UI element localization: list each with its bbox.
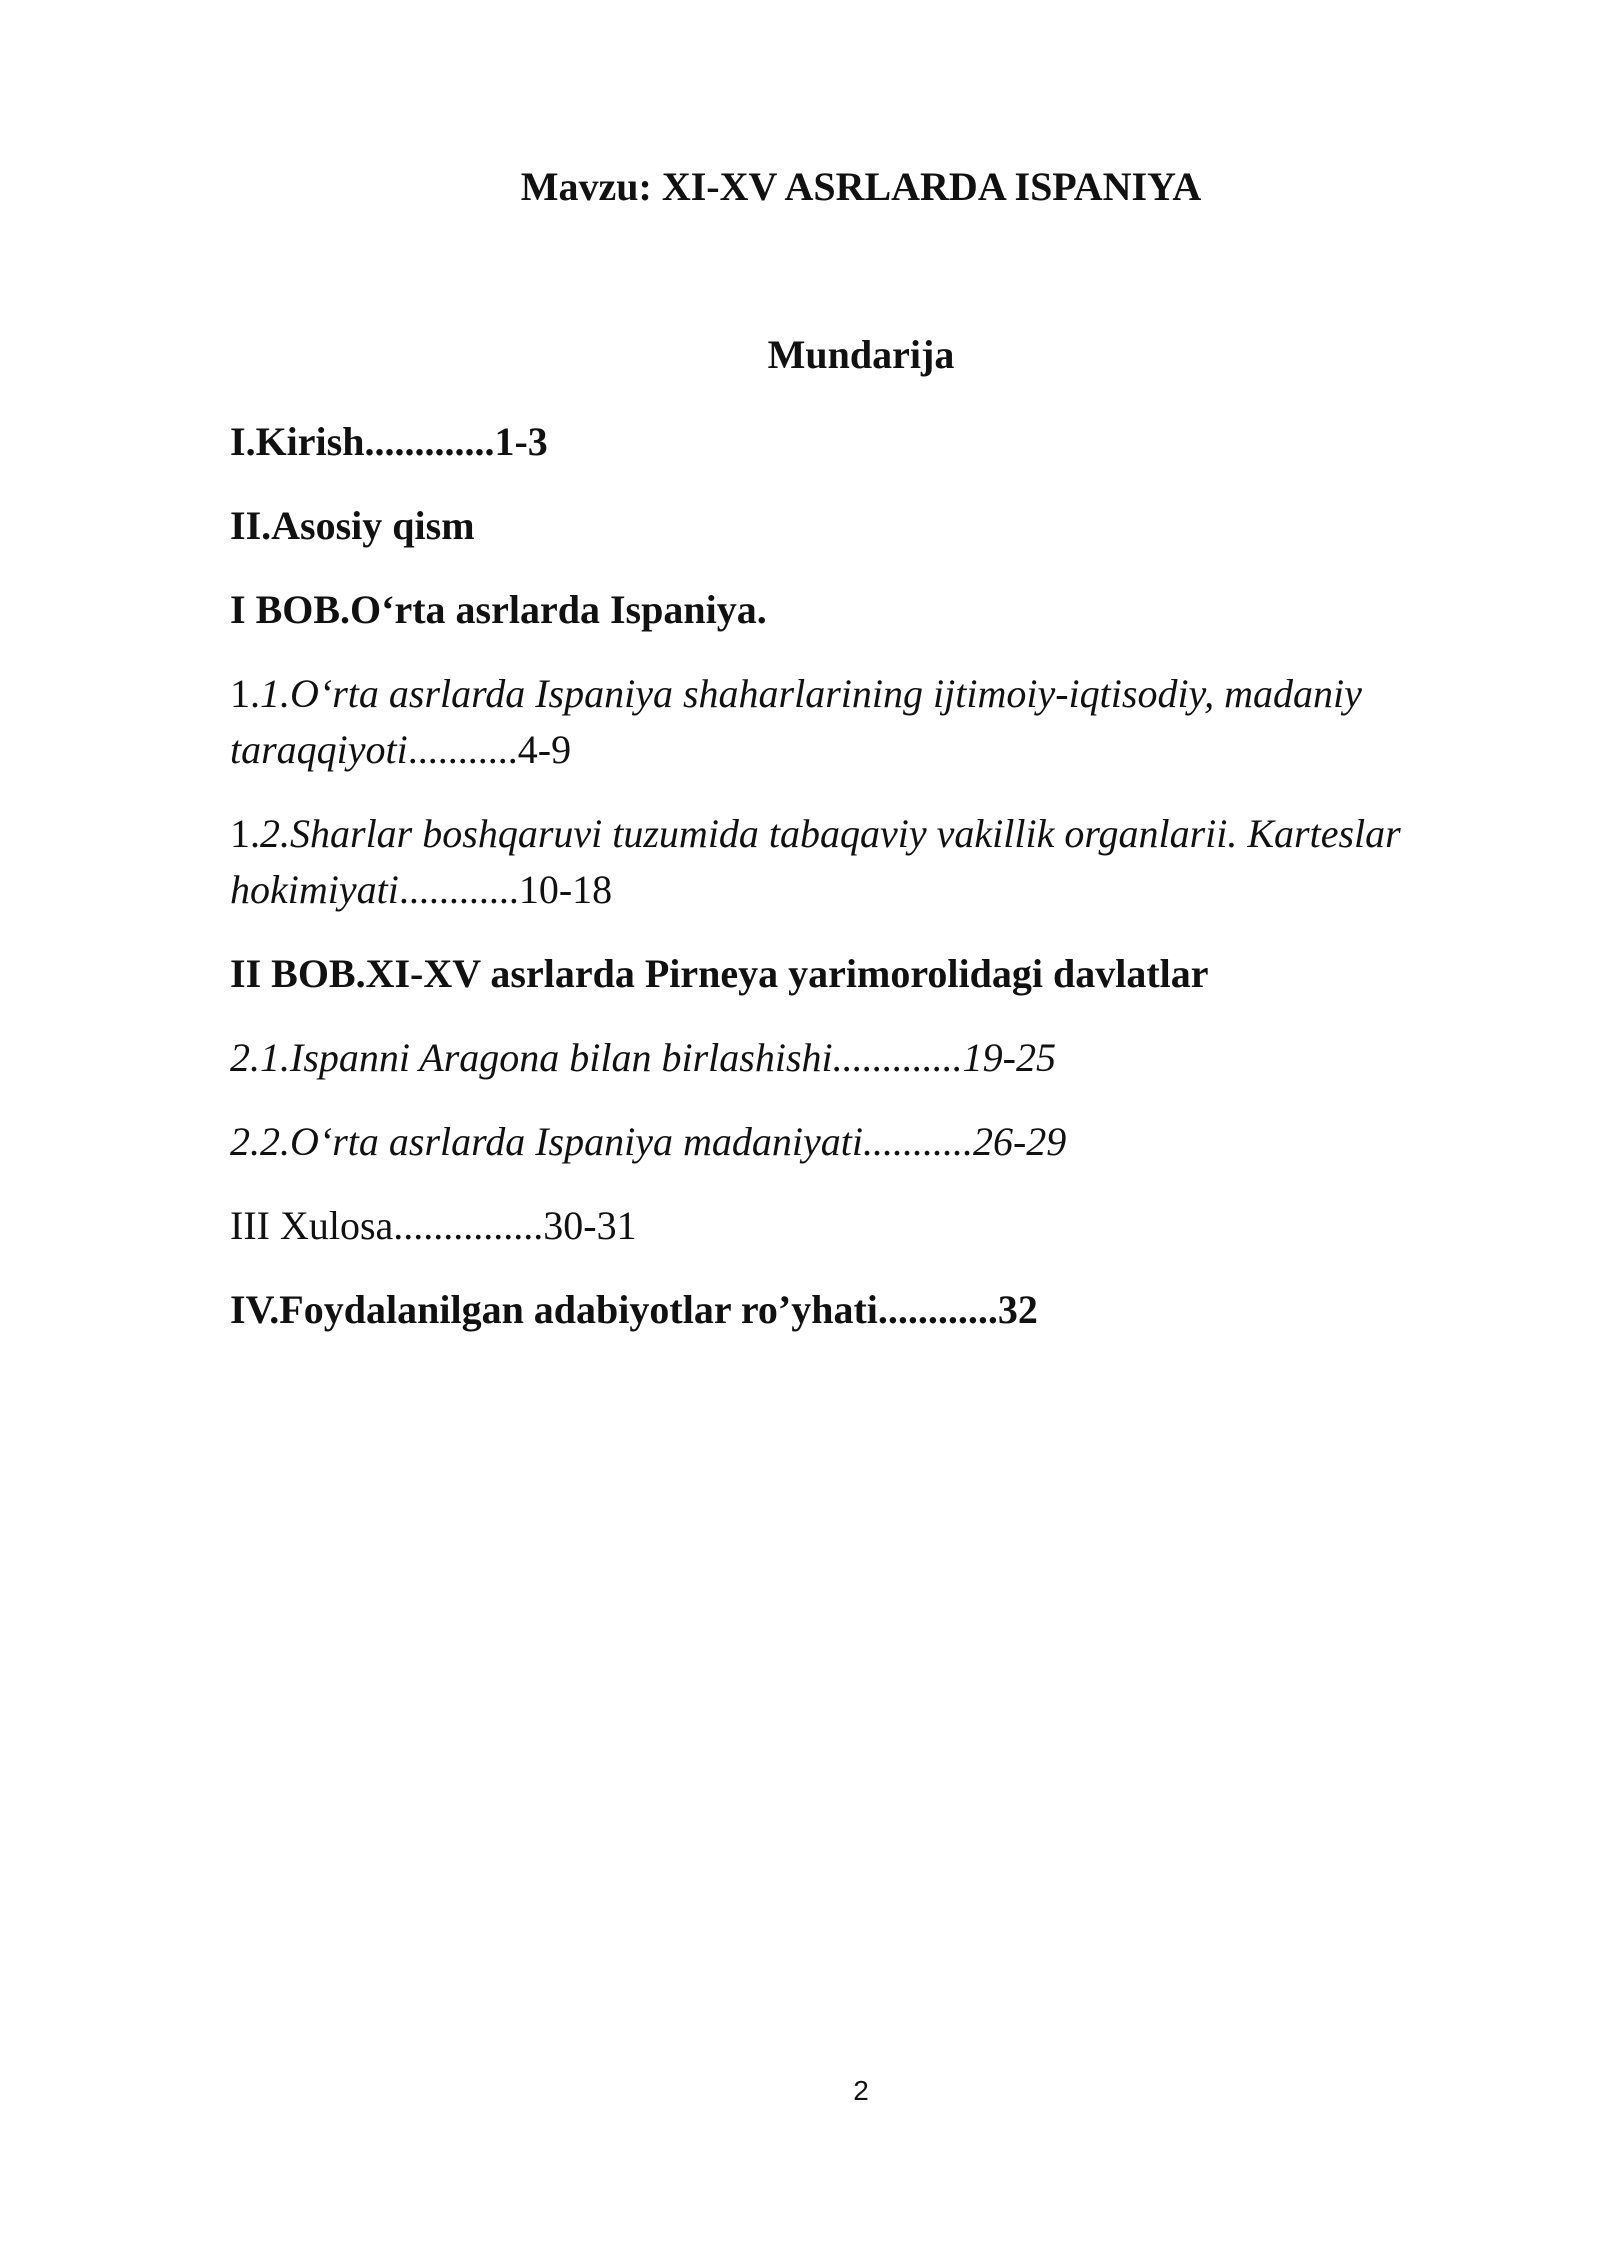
section-1-2-title: 2.Sharlar boshqaruvi tuzumida tabaqaviy vakillik organlarii. Karteslar hokimiyati	[230, 811, 1401, 912]
toc-entry-bob-1: I BOB.O‘rta asrlarda Ispaniya.	[230, 587, 767, 632]
section-1-2-number: 1.	[230, 811, 260, 856]
toc-heading: Mundarija	[767, 332, 955, 377]
toc-entry-asosiy-qism: II.Asosiy qism	[230, 503, 475, 548]
toc-entry-section-1-2	[230, 806, 1470, 918]
toc-entry-section-2-1: 2.1.Ispanni Aragona bilan birlashishi.............19-25	[230, 1035, 1056, 1080]
document-title: Mavzu: XI-XV ASRLARDA ISPANIYA	[520, 164, 1202, 209]
section-1-1-title: 1.O‘rta asrlarda Ispaniya shaharlarining ijtimoiy-iqtisodiy, madaniy taraqqiyoti	[230, 671, 1362, 772]
toc-entry-bob-2: II BOB.XI-XV asrlarda Pirneya yarimorolidagi davlatlar	[230, 951, 1209, 996]
table-of-contents	[230, 414, 1470, 1366]
toc-entry-section-2-2: 2.2.O‘rta asrlarda Ispaniya madaniyati...........26-29	[230, 1119, 1067, 1164]
section-1-1-pages: ...........4-9	[407, 727, 572, 772]
toc-entry-adabiyotlar: IV.Foydalanilgan adabiyotlar ro’yhati............32	[230, 1287, 1038, 1332]
toc-entry-kirish: I.Kirish.............1-3	[230, 419, 548, 464]
page-number: 2	[853, 2075, 869, 2106]
toc-entry-section-1-1	[230, 666, 1470, 778]
toc-entry-xulosa: III Xulosa...............30-31	[230, 1203, 637, 1248]
section-1-1-number: 1.	[230, 671, 260, 716]
section-1-2-pages: ............10-18	[398, 867, 613, 912]
